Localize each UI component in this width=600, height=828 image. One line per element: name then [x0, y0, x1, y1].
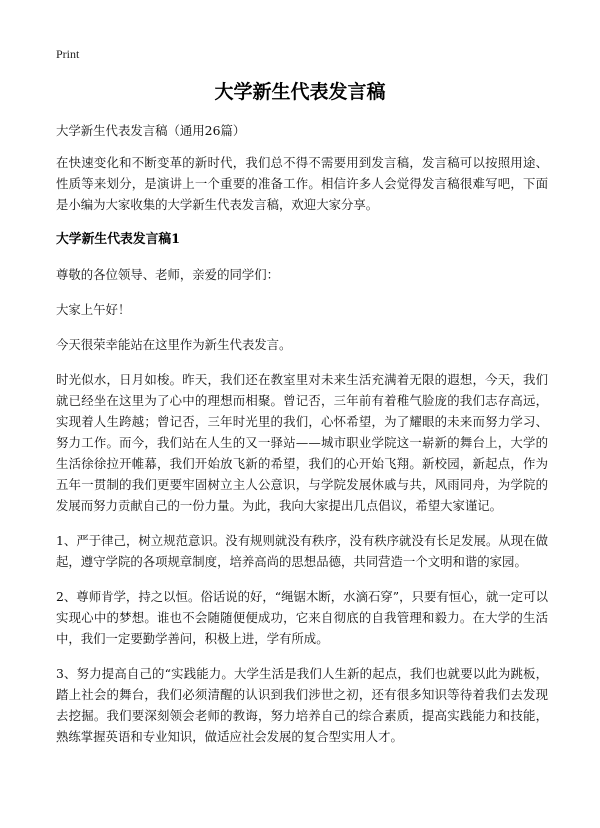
salutation-paragraph: 尊敬的各位领导、老师，亲爱的同学们：	[56, 267, 280, 282]
opening-paragraph: 今天很荣幸能站在这里作为新生代表发言。	[56, 337, 292, 352]
intro-paragraph: 在快速变化和不断变革的新时代，我们总不得不需要用到发言稿，发言稿可以按照用途、性质等来划分，是演讲上一个重要的准备工作。相信许多人会觉得发言稿很难写吧，下面是小编为大家收集的大学新生代表发言稿，欢迎大家分享。	[56, 155, 548, 212]
print-link[interactable]: Print	[56, 47, 80, 61]
proposal-paragraph-3: 3、努力提高自己的“实践能力。大学生活是我们人生新的起点，我们也就要以此为跳板，踏上社会的舞台，我们必须清醒的认识到我们涉世之初，还有很多知识等待着我们去发现去挖掘。我们要深刻领会老师的教诲，努力培养自己的综合素质，提高实践能力和技能，熟练掌握英语和专业知识，做适应社会发展的复合型实用人才。	[56, 666, 548, 744]
section-heading: 大学新生代表发言稿1	[56, 232, 181, 247]
proposal-paragraph-1: 1、严于律己，树立规范意识。没有规则就没有秩序，没有秩序就没有长足发展。从现在做起，遵守学院的各项规章制度，培养高尚的思想品德，共同营造一个文明和谐的家园。	[56, 533, 548, 569]
document-subtitle: 大学新生代表发言稿（通用26篇）	[56, 123, 246, 138]
proposal-paragraph-2: 2、尊师肯学，持之以恒。俗话说的好，“绳锯木断，水滴石穿”，只要有恒心，就一定可以实现心中的梦想。谁也不会随随便便成功，它来自彻底的自我管理和毅力。在大学的生活中，我们一定要勤学善问，积极上进，学有所成。	[56, 589, 548, 646]
page-title: 大学新生代表发言稿	[214, 81, 386, 103]
document-body	[56, 120, 548, 747]
greeting-paragraph: 大家上午好！	[56, 302, 131, 317]
body-paragraph: 时光似水，日月如梭。昨天，我们还在教室里对未来生活充满着无限的遐想，今天，我们就已经坐在这里为了心中的理想而相聚。曾记否，三年前有着稚气脸庞的我们志存高远，实现着人生跨越；曾记否，三年时光里的我们，心怀希望，为了耀眼的未来而努力学习、努力工作。而今，我们站在人生的又一驿站——城市职业学院这一崭新的舞台上，大学的生活徐徐拉开帷幕，我们开始放飞新的希望，我们的心开始飞翔。新校园，新起点，作为五年一贯制的我们更要牢固树立主人公意识，与学院发展休戚与共，风雨同舟，为学院的发展而努力贡献自己的一份力量。为此，我向大家提出几点倡议，希望大家谨记。	[56, 372, 548, 513]
